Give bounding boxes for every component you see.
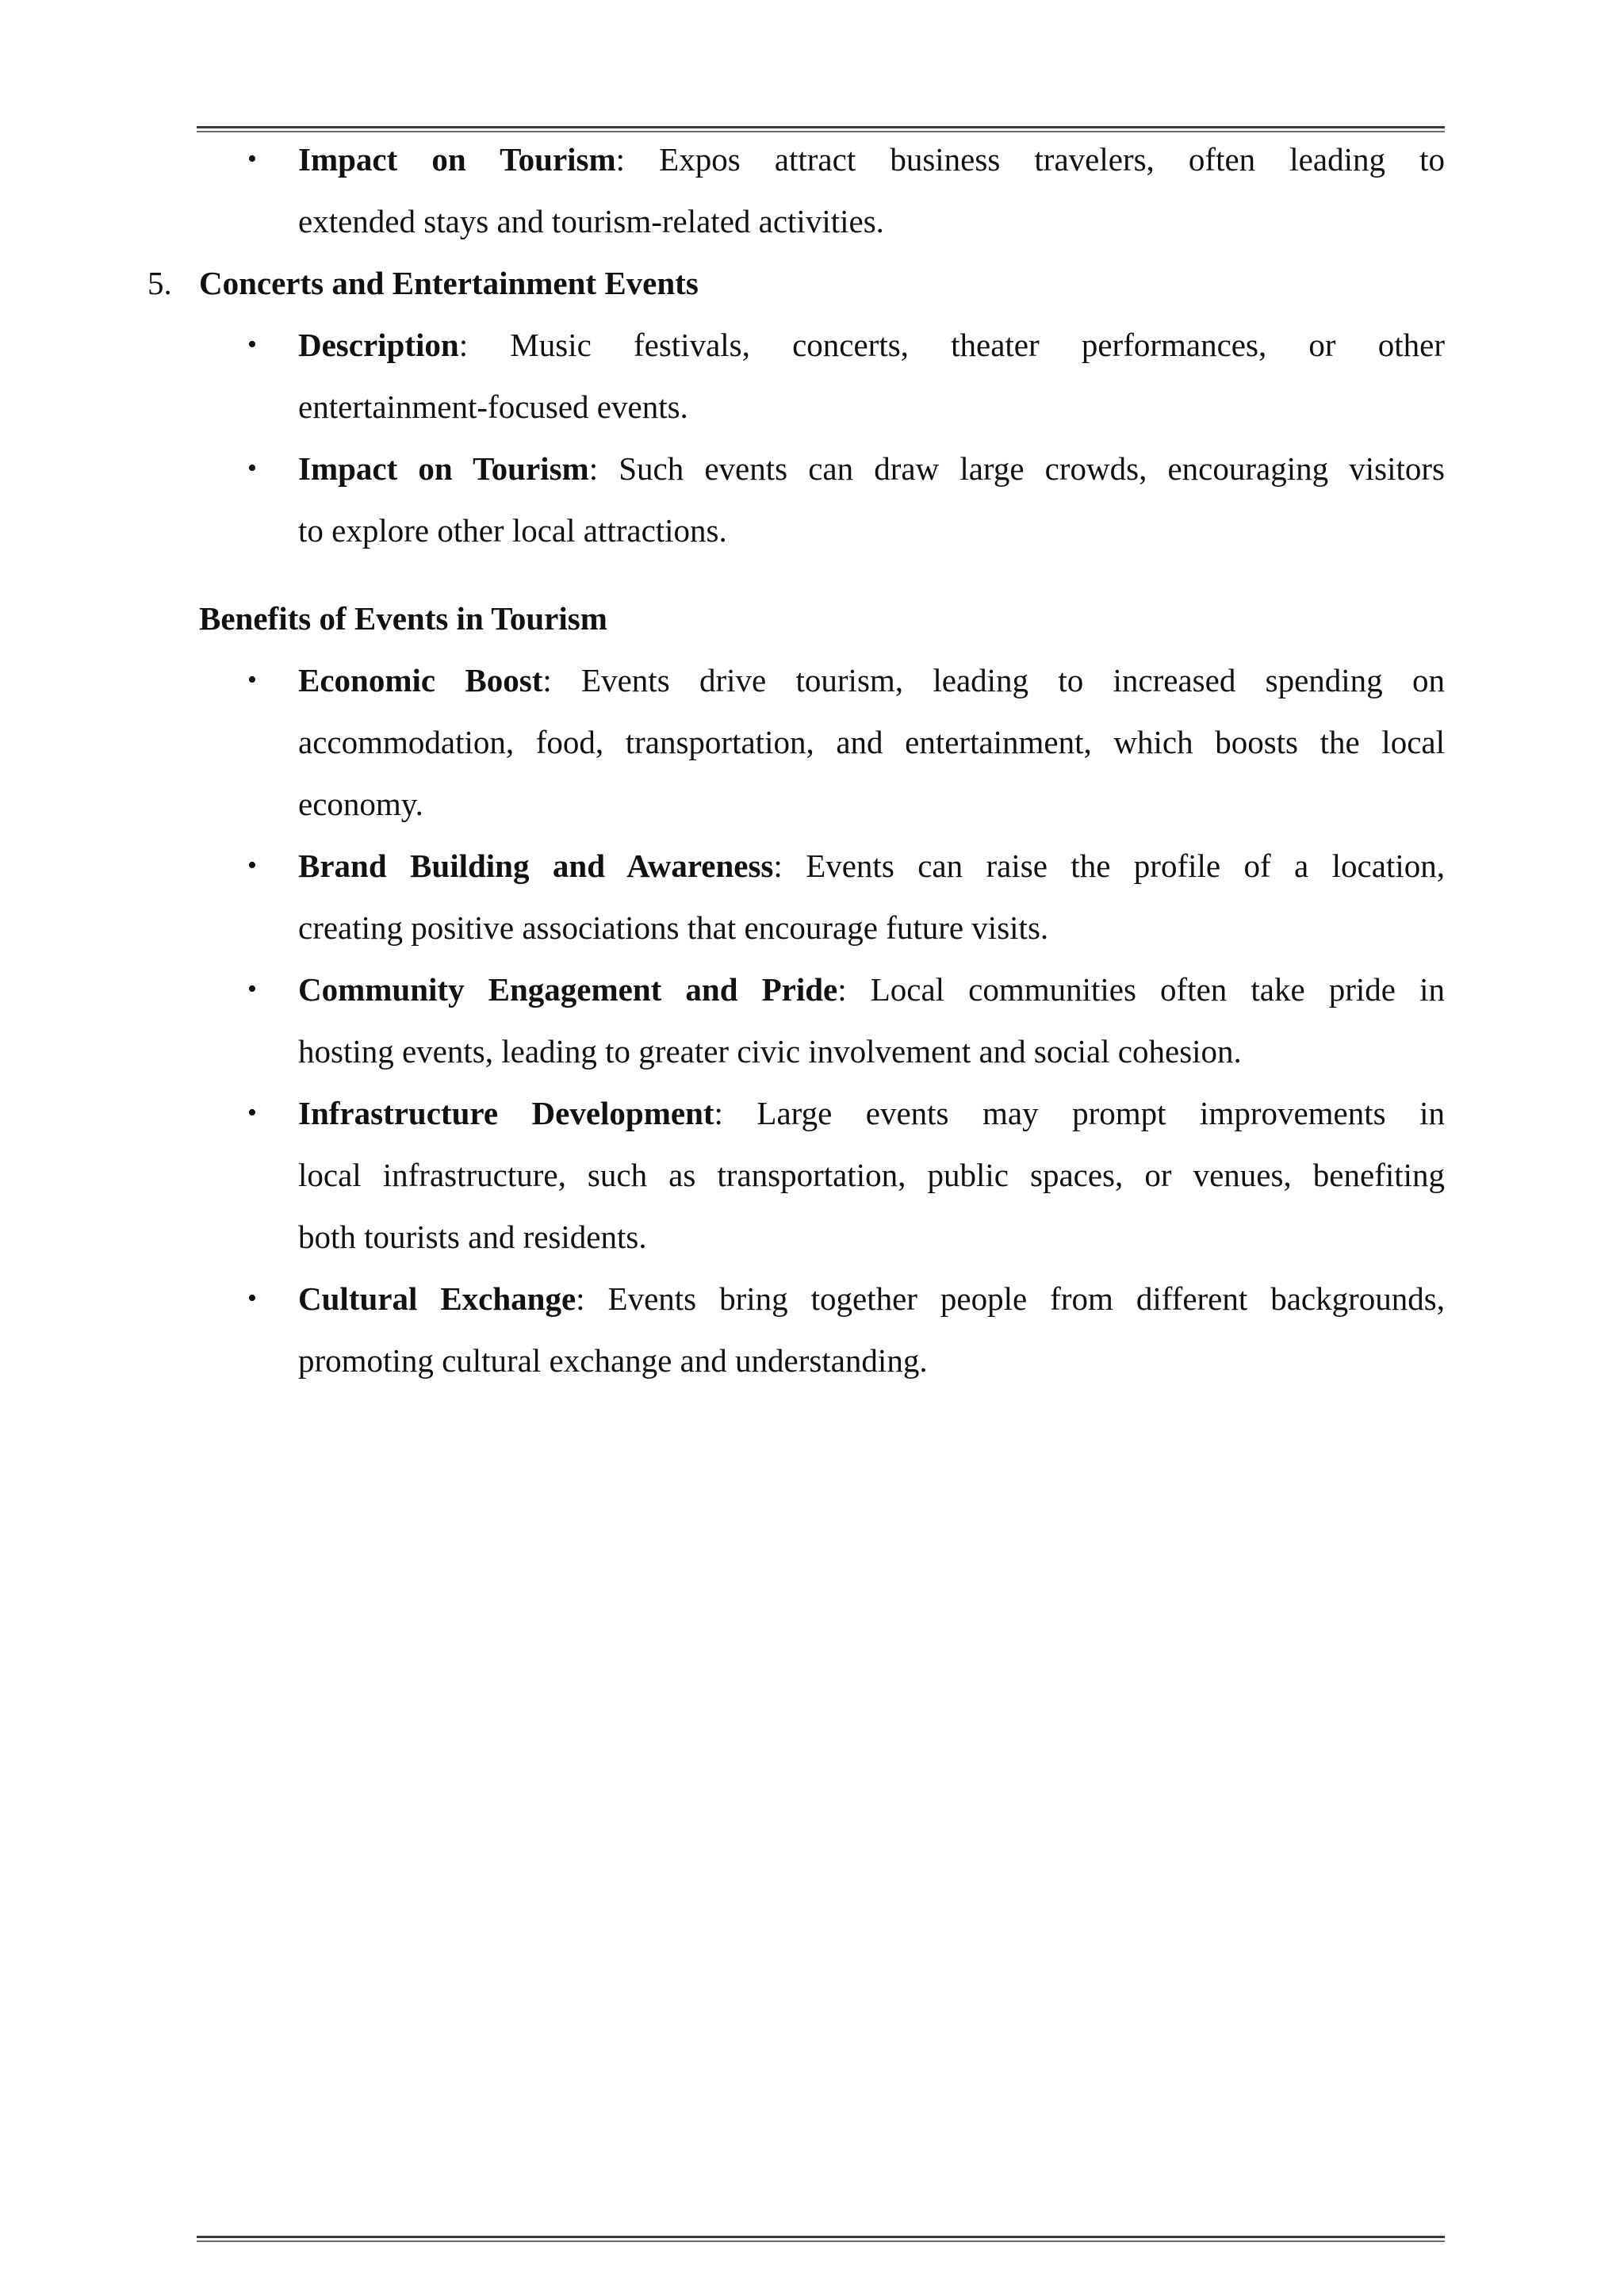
term-label: Infrastructure Development	[298, 1095, 714, 1131]
item-text: : Music festivals, concerts, theater performances, or other	[458, 327, 1445, 363]
section-title: Concerts and Entertainment Events	[199, 265, 699, 301]
section-heading-benefits: Benefits of Events in Tourism	[199, 600, 607, 637]
list-item-concert-impact	[298, 438, 1445, 499]
bullet-icon: •	[247, 1284, 257, 1313]
list-item-expo-impact	[298, 128, 1445, 190]
bullet-icon: •	[247, 974, 257, 1004]
list-item-infrastructure	[298, 1082, 1445, 1144]
term-label: Community Engagement and Pride	[298, 971, 838, 1008]
bullet-icon: •	[247, 144, 257, 174]
item-text-continued: entertainment-focused events.	[298, 388, 688, 425]
bullet-icon: •	[247, 851, 257, 880]
section-number: 5.	[147, 265, 172, 301]
term-label: Impact on Tourism	[298, 141, 616, 178]
item-text-continued: extended stays and tourism-related activities.	[298, 203, 884, 239]
item-text: : Events bring together people from different backgrounds,	[576, 1280, 1445, 1317]
bullet-icon: •	[247, 665, 257, 695]
item-text-continued: economy.	[298, 786, 423, 822]
item-text-continued: creating positive associations that encourage future visits.	[298, 909, 1049, 946]
item-text: : Events can raise the profile of a location,	[773, 848, 1445, 884]
item-text-continued: to explore other local attractions.	[298, 512, 727, 549]
bullet-icon: •	[247, 1098, 257, 1127]
item-text: : Events drive tourism, leading to increased spending on	[542, 662, 1445, 698]
list-item-cultural-exchange	[298, 1268, 1445, 1330]
item-text-continued: promoting cultural exchange and understanding.	[298, 1342, 928, 1379]
term-label: Impact on Tourism	[298, 450, 589, 487]
item-text-continued: accommodation, food, transportation, and entertainment, which boosts the local	[298, 724, 1445, 760]
bullet-icon: •	[247, 330, 257, 359]
item-text: : Expos attract business travelers, often leading to	[615, 141, 1445, 178]
term-label: Description	[298, 327, 459, 363]
item-text-continued: both tourists and residents.	[298, 1219, 647, 1255]
term-label: Economic Boost	[298, 662, 543, 698]
item-text-continued: hosting events, leading to greater civic involvement and social cohesion.	[298, 1033, 1242, 1070]
list-item-economic-boost	[298, 649, 1445, 711]
item-text: : Such events can draw large crowds, encouraging visitors	[588, 450, 1445, 487]
term-label: Brand Building and Awareness	[298, 848, 774, 884]
list-item-description	[298, 314, 1445, 376]
list-item-community-engagement	[298, 959, 1445, 1020]
list-item-brand-building	[298, 835, 1445, 897]
footer-rule	[197, 2236, 1445, 2244]
item-text-continued: local infrastructure, such as transportation, public spaces, or venues, benefiting	[298, 1157, 1445, 1193]
item-text: : Local communities often take pride in	[837, 971, 1445, 1008]
term-label: Cultural Exchange	[298, 1280, 576, 1317]
bullet-icon: •	[247, 453, 257, 483]
item-text: : Large events may prompt improvements in	[714, 1095, 1445, 1131]
